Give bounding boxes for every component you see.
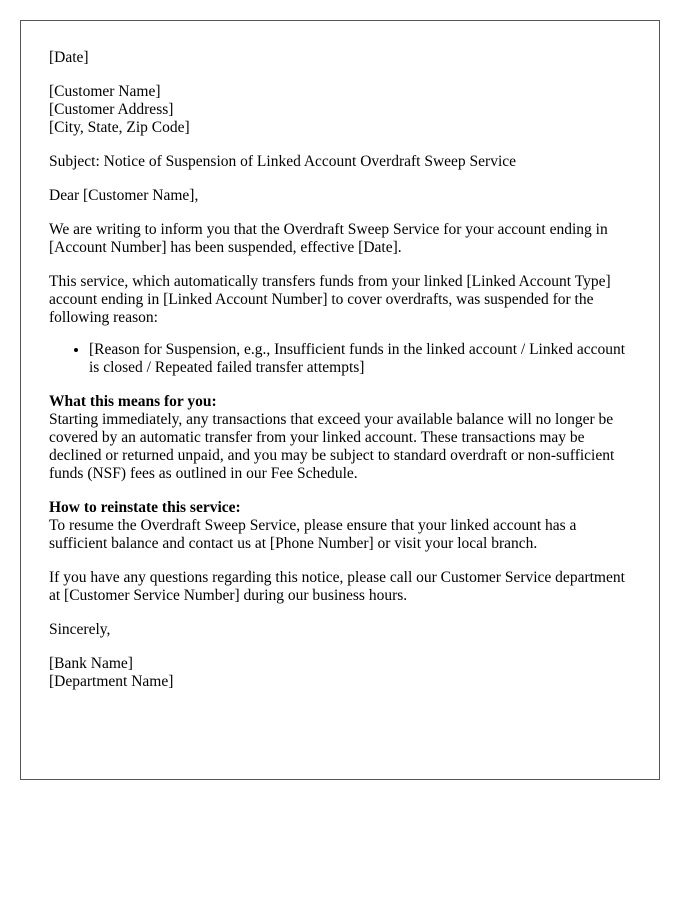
letter-closing: Sincerely, (49, 621, 111, 638)
service-paragraph: This service, which automatically transfers funds from your linked [Linked Account Type] account ending in [Linked Account Number] to cover overdrafts, was suspended for the following reason: (49, 273, 611, 326)
meaning-section (49, 393, 631, 483)
questions-paragraph: If you have any questions regarding this notice, please call our Customer Service department at [Customer Service Number] during our business hours. (49, 569, 625, 604)
signature-bank-name: [Bank Name] (49, 655, 133, 672)
letter-date: [Date] (49, 49, 89, 66)
letter-subject: Subject: Notice of Suspension of Linked Account Overdraft Sweep Service (49, 153, 517, 170)
reinstate-heading: How to reinstate this service: (49, 499, 241, 516)
recipient-address-block (49, 83, 631, 137)
letter-page (20, 20, 660, 780)
reason-list (49, 341, 631, 377)
recipient-city-state-zip: [City, State, Zip Code] (49, 119, 190, 136)
meaning-body: Starting immediately, any transactions that exceed your available balance will no longer be covered by an automatic transfer from your linked account. These transactions may be declined or returned unpaid, and you may be subject to standard overdraft or non-sufficient funds (NSF) fees as outlined in our Fee Schedule. (49, 411, 615, 482)
letter-salutation: Dear [Customer Name], (49, 187, 199, 204)
recipient-name: [Customer Name] (49, 83, 161, 100)
intro-paragraph: We are writing to inform you that the Overdraft Sweep Service for your account ending in [Account Number] has been suspended, effective [Date]. (49, 221, 608, 256)
signature-block (49, 655, 631, 691)
signature-department-name: [Department Name] (49, 673, 174, 690)
recipient-address: [Customer Address] (49, 101, 174, 118)
meaning-heading: What this means for you: (49, 393, 217, 410)
reinstate-section (49, 499, 631, 553)
reinstate-body: To resume the Overdraft Sweep Service, please ensure that your linked account has a sufficient balance and contact us at [Phone Number] or visit your local branch. (49, 517, 577, 552)
reason-list-item: • [Reason for Suspension, e.g., Insufficient funds in the linked account / Linked account is closed / Repeated failed transfer attempts] (89, 341, 631, 377)
